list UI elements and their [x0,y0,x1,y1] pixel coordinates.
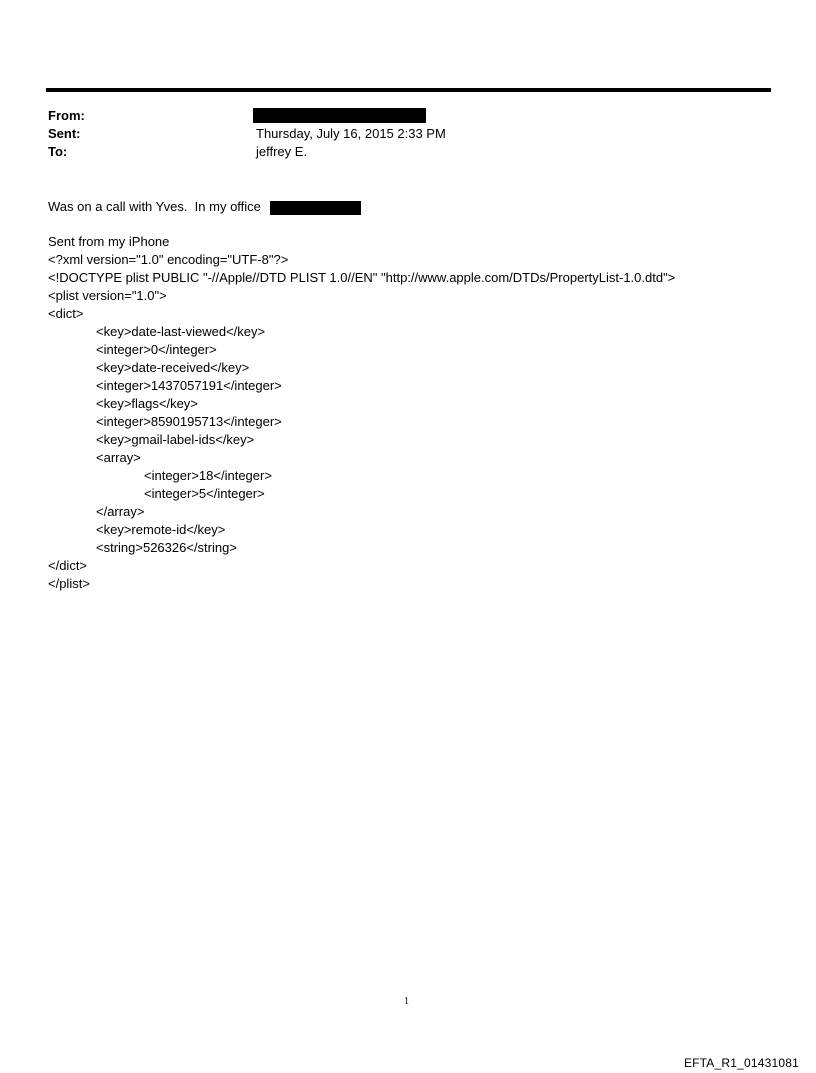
page-number: 1 [404,996,409,1007]
xml-line: <key>date-last-viewed</key> [96,324,266,339]
xml-line: <array> [96,450,141,465]
signature-line: Sent from my iPhone [48,234,170,249]
header-rule [46,88,771,92]
document-id: EFTA_R1_01431081 [683,1056,799,1070]
xml-line: </plist> [48,576,90,591]
xml-line: <?xml version="1.0" encoding="UTF-8"?> [48,252,289,267]
message-line: Was on a call with Yves. In my office [48,199,261,214]
to-label: To: [48,144,68,159]
xml-line: <key>date-received</key> [96,360,250,375]
xml-line: <!DOCTYPE plist PUBLIC "-//Apple//DTD PLIST 1.0//EN" "http://www.apple.com/DTDs/PropertyList-1.0.dtd"> [48,270,676,285]
xml-line: <key>remote-id</key> [96,522,226,537]
from-label: From: [48,108,85,123]
office-redaction [270,201,361,215]
xml-line: </array> [96,504,145,519]
xml-line: <dict> [48,306,84,321]
xml-line: <integer>1437057191</integer> [96,378,282,393]
sender-redaction [253,108,426,123]
xml-line: <integer>0</integer> [96,342,217,357]
xml-line: <integer>8590195713</integer> [96,414,282,429]
xml-line: <string>526326</string> [96,540,237,555]
xml-line: <key>gmail-label-ids</key> [96,432,255,447]
to-value: jeffrey E. [256,144,308,159]
xml-line: <integer>5</integer> [144,486,265,501]
xml-line: </dict> [48,558,88,573]
xml-line: <plist version="1.0"> [48,288,167,303]
xml-line: <integer>18</integer> [144,468,272,483]
sent-value: Thursday, July 16, 2015 2:33 PM [256,126,446,141]
xml-line: <key>flags</key> [96,396,198,411]
sent-label: Sent: [48,126,81,141]
